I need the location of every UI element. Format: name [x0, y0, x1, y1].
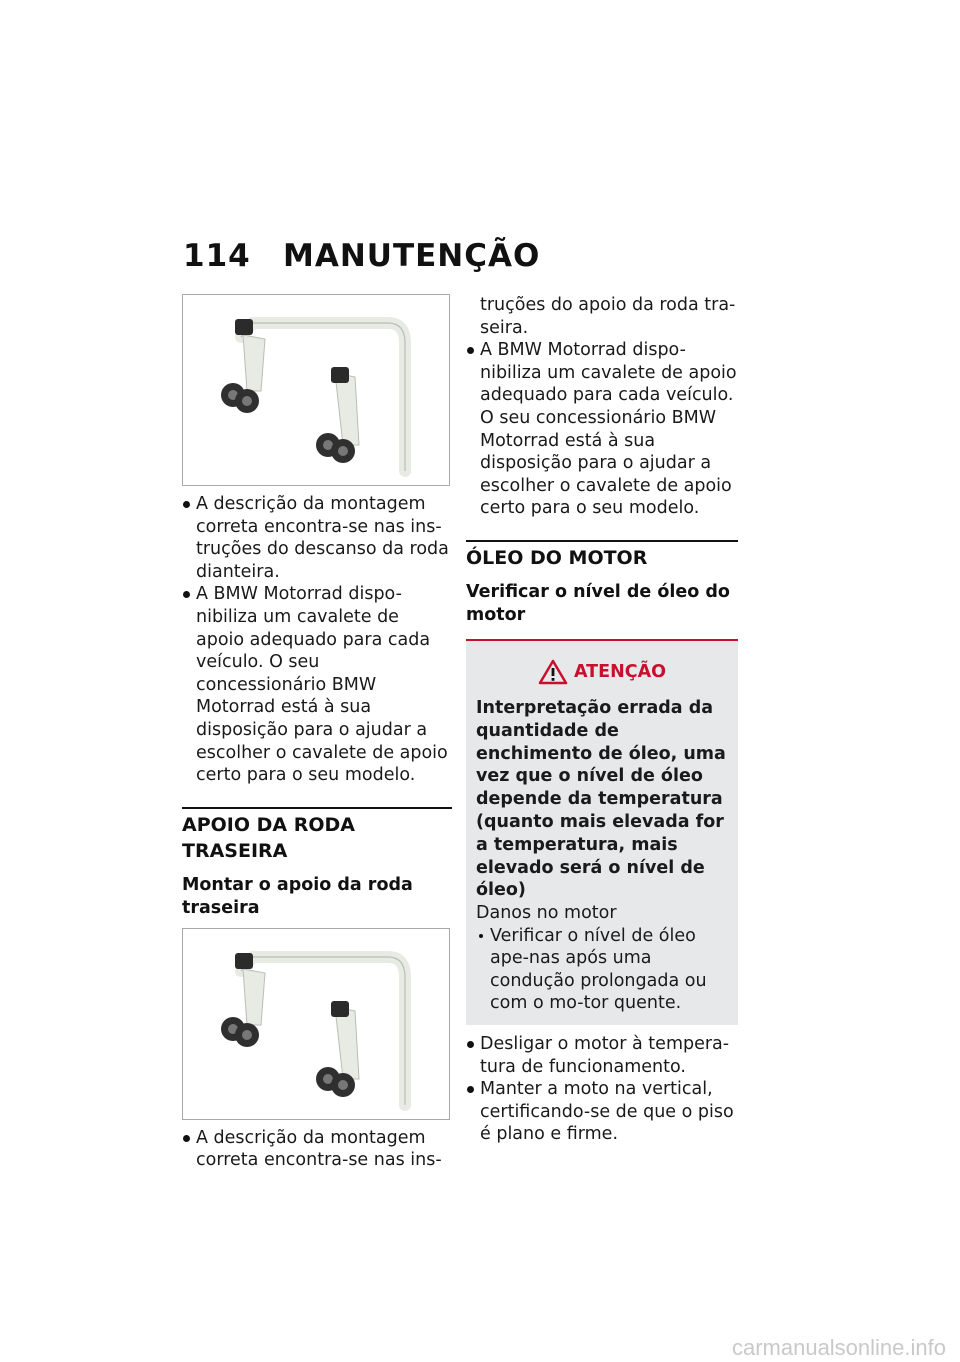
page-header	[183, 238, 540, 274]
warning-consequence: Danos no motor	[476, 903, 617, 924]
list-item: A descrição da montagem correta encontra-se nas ins-	[182, 1127, 452, 1172]
list-item: A BMW Motorrad dispo-nibiliza um cavalete de apoio adequado para cada veículo. O seu concessionário BMW Motorrad está à sua disposição para o ajudar a escolher o cavalete de apoio certo para o seu modelo.	[182, 583, 452, 786]
subsection-title-mount-stand: Montar o apoio da roda traseira	[182, 874, 413, 918]
section-title-rear-stand: APOIO DA RODA TRASEIRA	[182, 807, 452, 864]
bullet-list-2	[182, 1127, 452, 1172]
warning-instructions	[476, 925, 728, 1015]
list-item: A descrição da montagem correta encontra-se nas ins-truções do descanso da roda dianteira.	[182, 493, 452, 583]
page-number: 114	[183, 238, 251, 274]
warning-hazard-text: Interpretação errada da quantidade de enchimento de óleo, uma vez que o nível de óleo depende da temperatura (quanto mais elevada for a temperatura, mais elevado será o nível de óleo)	[476, 697, 726, 901]
rear-stand-illustration-2	[183, 929, 449, 1119]
list-item: A BMW Motorrad dispo-nibiliza um cavalete de apoio adequado para cada veículo. O seu concessionário BMW Motorrad está à sua disposição para o ajudar a escolher o cavalete de apoio certo para o seu modelo.	[466, 339, 738, 520]
watermark: carmanualsonline.info	[731, 1335, 946, 1360]
list-item: Verificar o nível de óleo ape-nas após uma condução prolongada ou com o mo-tor quente.	[476, 925, 728, 1015]
warning-label: ATENÇÃO	[574, 661, 666, 682]
warning-header	[476, 659, 728, 685]
rear-stand-illustration-1	[183, 295, 449, 485]
section-title-engine-oil: ÓLEO DO MOTOR	[466, 540, 738, 571]
rear-stand-figure-1	[182, 294, 450, 486]
warning-box	[466, 639, 738, 1025]
continued-text: truções do apoio da roda tra-seira.	[480, 295, 736, 338]
warning-triangle-icon	[538, 659, 568, 685]
page-title: MANUTENÇÃO	[283, 238, 541, 274]
list-item: Desligar o motor à tempera-tura de funcionamento.	[466, 1033, 738, 1078]
left-column	[182, 294, 452, 1172]
rear-stand-figure-2	[182, 928, 450, 1120]
right-column	[466, 294, 738, 1146]
subsection-title-check-oil: Verificar o nível de óleo do motor	[466, 581, 730, 625]
list-item: Manter a moto na vertical, certificando-se de que o piso é plano e firme.	[466, 1078, 738, 1146]
bullet-list-steps	[466, 1033, 738, 1146]
bullet-list-3	[466, 339, 738, 520]
bullet-list-1	[182, 493, 452, 787]
